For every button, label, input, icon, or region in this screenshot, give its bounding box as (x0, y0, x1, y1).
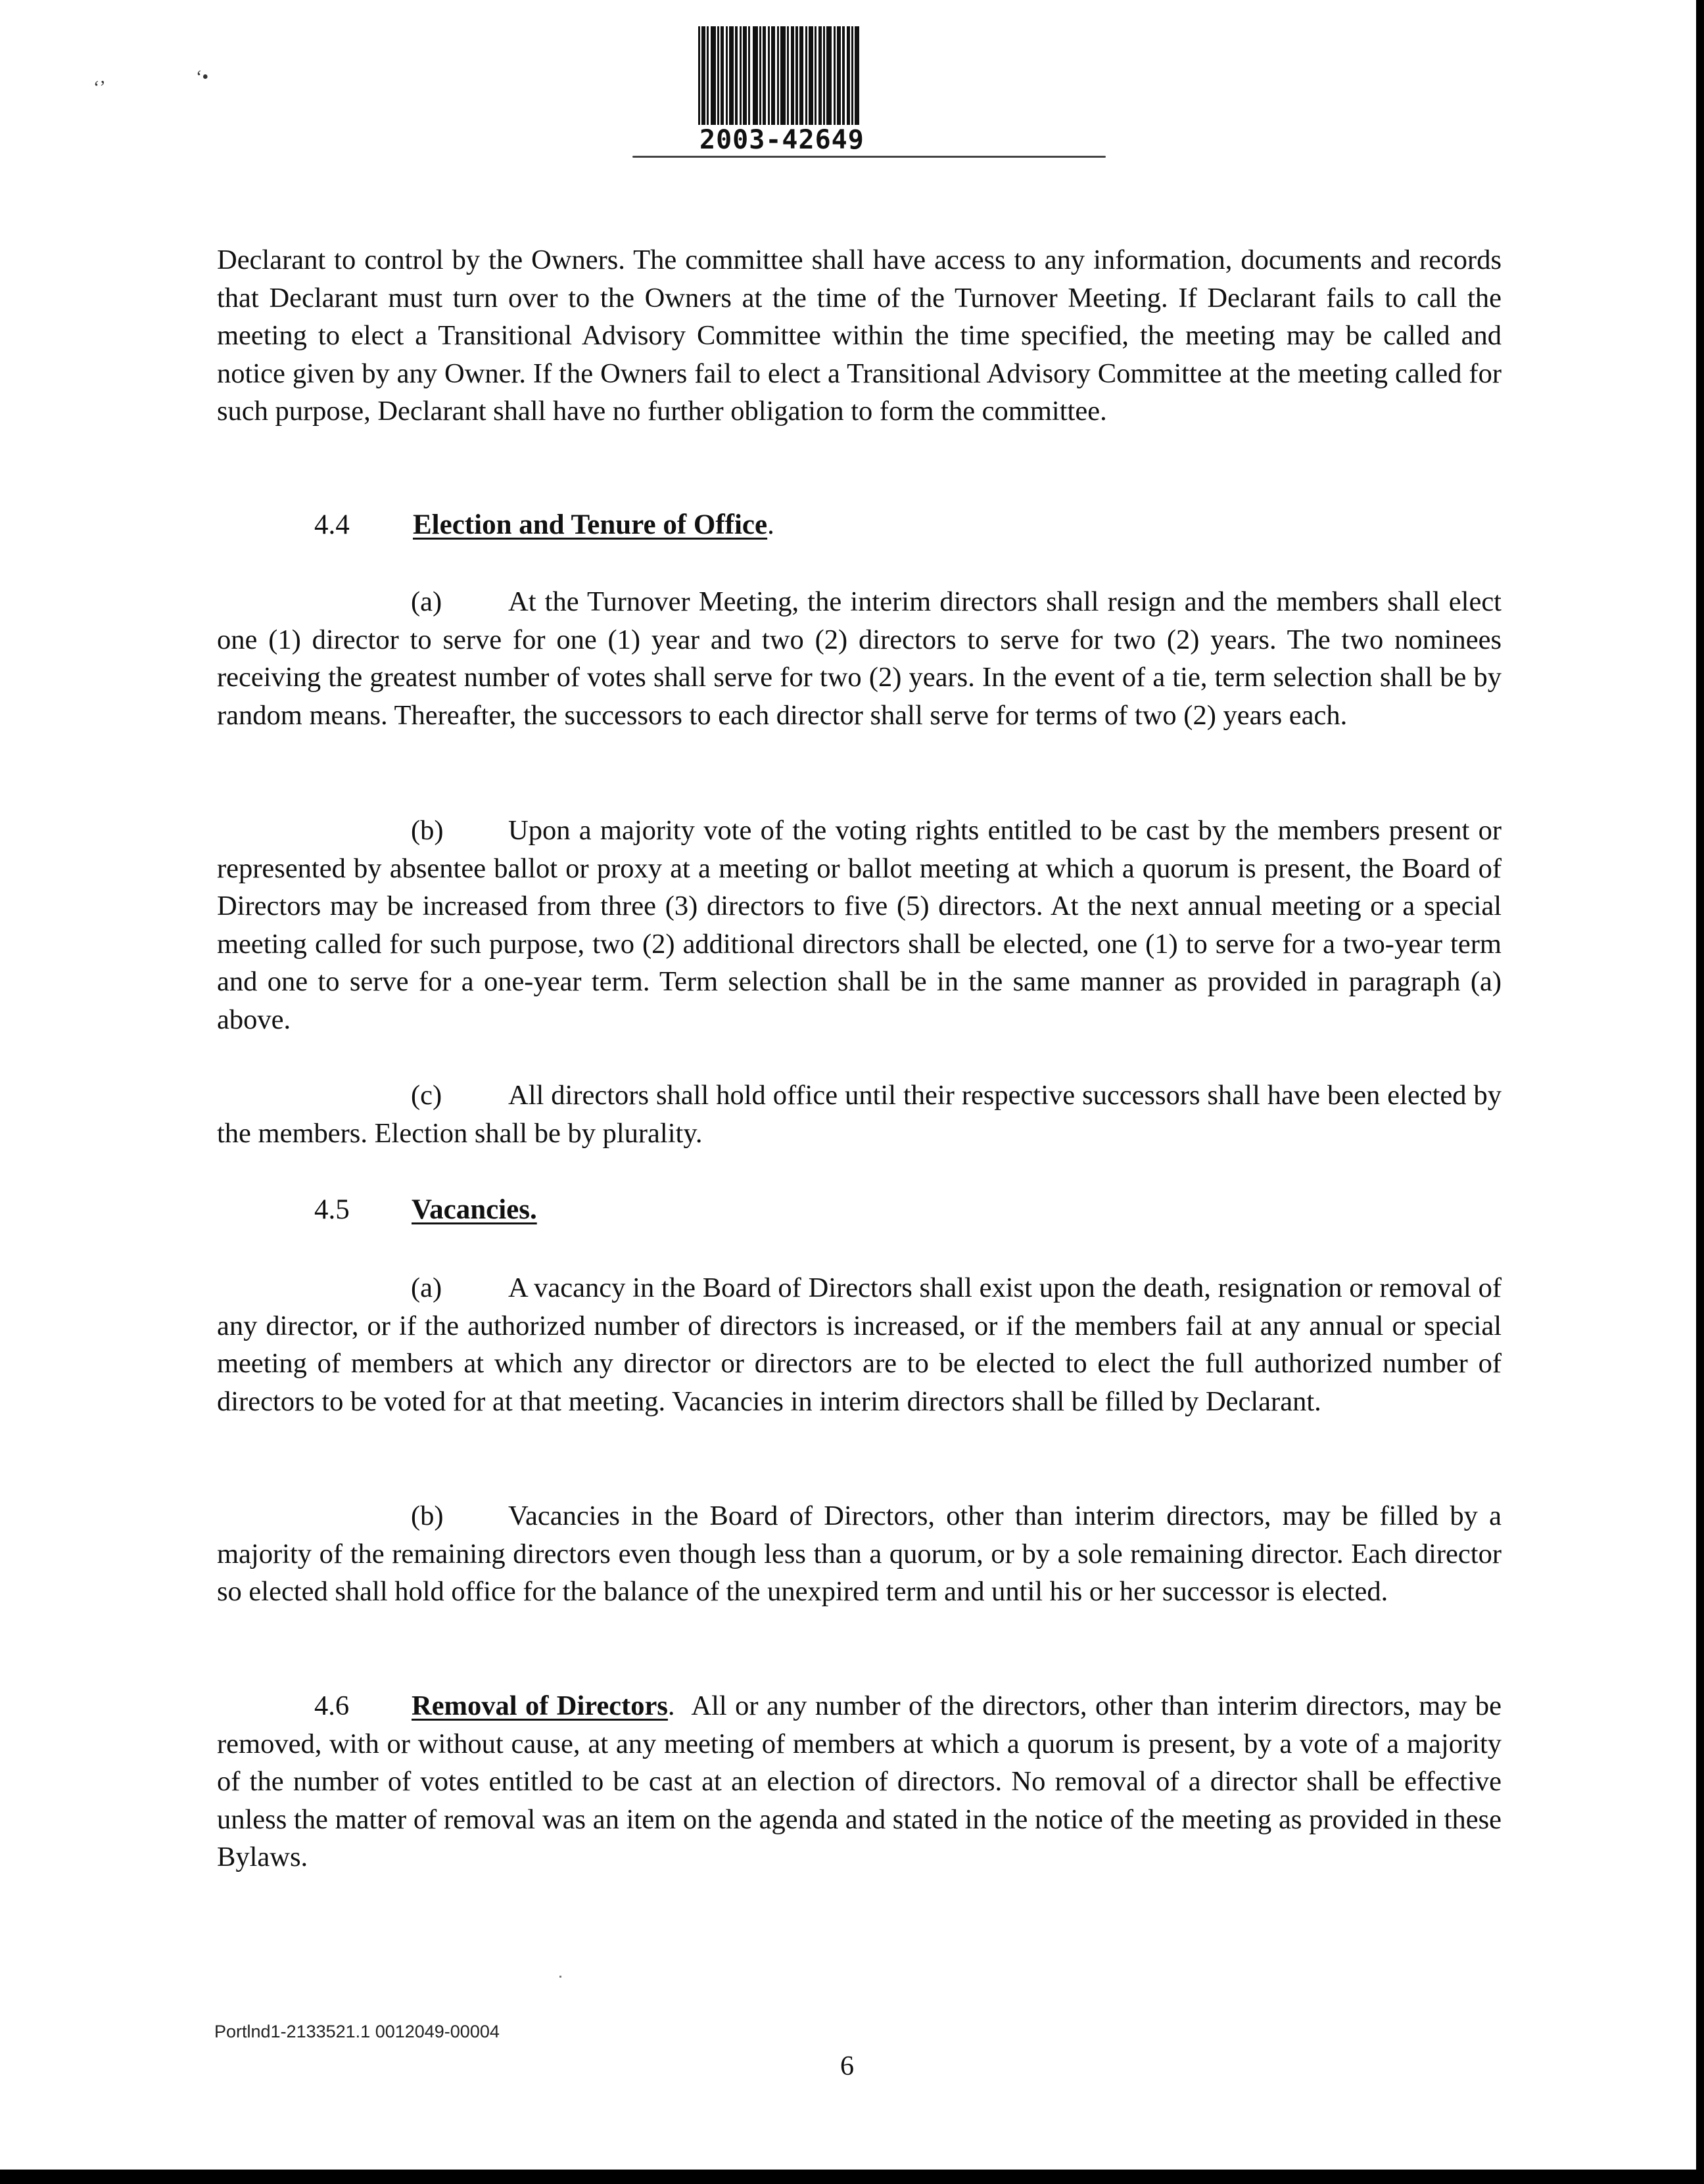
scan-speck: ‘’ (93, 78, 106, 98)
subparagraph-label: (c) (411, 1080, 442, 1111)
subparagraph (217, 583, 1502, 734)
scan-speck (559, 1976, 561, 1978)
subparagraph-label: (b) (411, 1500, 444, 1531)
subparagraph-text: All directors shall hold office until their respective successors shall have been elected by the members. Election shall be by plurality. (217, 1080, 1502, 1149)
subparagraph-text: At the Turnover Meeting, the interim directors shall resign and the members shall elect one (1) director to serve for one (1) year and two (2) directors to serve for two (2) years. The two nominees receiving the greatest number of votes shall serve for two (2) years. In the event of a tie, term selection shall be by random means. Thereafter, the successors to each director shall serve for terms of two (2) years each. (217, 586, 1502, 731)
scan-border-right (1696, 0, 1704, 2184)
section-title-wrap (413, 506, 774, 544)
subparagraph (217, 1077, 1502, 1152)
recording-number: 2003-42649 (699, 125, 864, 155)
subparagraph-label: (a) (411, 586, 442, 617)
document-id: Portlnd1-2133521.1 0012049-00004 (214, 2022, 500, 2041)
scan-speck: ‘• (196, 67, 209, 87)
subparagraph-label: (b) (411, 815, 444, 846)
subparagraph-text: Upon a majority vote of the voting rights entitled to be cast by the members present or represented by absentee ballot or proxy at a meeting or ballot meeting at which a quorum is present, the Board of Directors may be increased from three (3) directors to five (5) directors. At the next annual meeting or a special meeting called for such purpose, two (2) additional directors shall be elected, one (1) to serve for a two-year term and one to serve for a one-year term. Term selection shall be in the same manner as provided in paragraph (a) above. (217, 815, 1502, 1035)
section-4-4-c-block (217, 1077, 1502, 1152)
section-number: 4.6 (314, 1690, 350, 1721)
intro-paragraph: Declarant to control by the Owners. The committee shall have access to any information, documents and records that Declarant must turn over to the Owners at the time of the Turnover Meeting. If Declarant fails to call the meeting to elect a Transitional Advisory Committee within the time specified, the meeting may be called and notice given by any Owner. If the Owners fail to elect a Transitional Advisory Committee at the meeting called for such purpose, Declarant shall have no further obligation to form the committee. (217, 244, 1502, 427)
scan-border-bottom (0, 2170, 1704, 2184)
section-4-5-b-block (217, 1497, 1502, 1611)
subparagraph (217, 1269, 1502, 1420)
section-4-4-a-block (217, 583, 1502, 734)
recording-barcode (698, 26, 1007, 158)
section-title: Election and Tenure of Office (413, 509, 768, 540)
subparagraph (217, 1497, 1502, 1611)
section-title-wrap (412, 1191, 537, 1229)
subparagraph (217, 812, 1502, 1038)
section-title-suffix: . (767, 509, 774, 540)
subparagraph-label: (a) (411, 1272, 442, 1303)
barcode-icon (698, 26, 1003, 125)
section-4-4-b-block (217, 812, 1502, 1038)
intro-paragraph-block (217, 241, 1502, 430)
section-4-5-a-block (217, 1269, 1502, 1420)
subparagraph-text: A vacancy in the Board of Directors shall exist upon the death, resignation or removal of any director, or if the authorized number of directors is increased, or if the members fail at any annual or special meeting of members at which any director or directors are to be elected to elect the full authorized number of directors to be voted for at that meeting. Vacancies in interim directors shall be filled by Declarant. (217, 1272, 1502, 1417)
subparagraph-text: Vacancies in the Board of Directors, other than interim directors, may be filled by a majority of the remaining directors even though less than a quorum, or by a sole remaining director. Each director so elected shall hold office for the balance of the unexpired term and until his or her successor is elected. (217, 1500, 1502, 1607)
section-title-suffix: . (667, 1690, 675, 1721)
section-4-6-paragraph (217, 1687, 1502, 1876)
section-number: 4.5 (314, 1194, 350, 1225)
section-4-6-block (217, 1687, 1502, 1876)
barcode-underline (632, 156, 1106, 158)
section-title: Vacancies. (412, 1194, 537, 1225)
section-number: 4.4 (314, 509, 350, 540)
section-text: All or any number of the directors, other than interim directors, may be removed, with or without cause, at any meeting of members at which a quorum is present, by a vote of a majority of the number of votes entitled to be cast at an election of directors. No removal of a director shall be effective unless the matter of removal was an item on the agenda and stated in the notice of the meeting as provided in these Bylaws. (217, 1690, 1502, 1872)
page-number: 6 (840, 2051, 854, 2081)
section-title: Removal of Directors (412, 1690, 668, 1721)
